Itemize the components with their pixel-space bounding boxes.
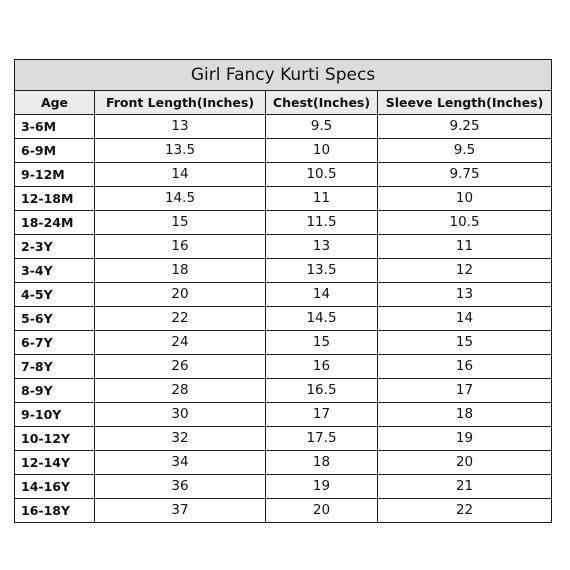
table-row	[15, 283, 552, 307]
front-length-cell: 36	[95, 475, 266, 499]
age-cell: 12-14Y	[15, 451, 95, 475]
age-cell: 8-9Y	[15, 379, 95, 403]
table-row	[15, 187, 552, 211]
front-length-cell: 22	[95, 307, 266, 331]
sleeve-length-cell: 12	[378, 259, 552, 283]
table-row	[15, 403, 552, 427]
chest-cell: 18	[266, 451, 378, 475]
age-cell: 18-24M	[15, 211, 95, 235]
table-row	[15, 499, 552, 523]
age-cell: 10-12Y	[15, 427, 95, 451]
sleeve-length-cell: 13	[378, 283, 552, 307]
table-body	[15, 115, 552, 523]
age-cell: 16-18Y	[15, 499, 95, 523]
table-row	[15, 211, 552, 235]
age-cell: 12-18M	[15, 187, 95, 211]
age-cell: 2-3Y	[15, 235, 95, 259]
chest-cell: 10.5	[266, 163, 378, 187]
age-cell: 6-9M	[15, 139, 95, 163]
table-row	[15, 307, 552, 331]
column-header-sleeve-length: Sleeve Length(Inches)	[378, 91, 552, 115]
chest-cell: 13	[266, 235, 378, 259]
chest-cell: 16	[266, 355, 378, 379]
column-header-chest: Chest(Inches)	[266, 91, 378, 115]
chest-cell: 9.5	[266, 115, 378, 139]
table-title: Girl Fancy Kurti Specs	[15, 60, 552, 91]
table-row	[15, 451, 552, 475]
chest-cell: 13.5	[266, 259, 378, 283]
front-length-cell: 14.5	[95, 187, 266, 211]
chest-cell: 16.5	[266, 379, 378, 403]
title-row	[15, 60, 552, 91]
chest-cell: 19	[266, 475, 378, 499]
table-row	[15, 355, 552, 379]
age-cell: 4-5Y	[15, 283, 95, 307]
age-cell: 3-4Y	[15, 259, 95, 283]
sleeve-length-cell: 11	[378, 235, 552, 259]
front-length-cell: 32	[95, 427, 266, 451]
chest-cell: 10	[266, 139, 378, 163]
front-length-cell: 24	[95, 331, 266, 355]
front-length-cell: 30	[95, 403, 266, 427]
sleeve-length-cell: 19	[378, 427, 552, 451]
age-cell: 14-16Y	[15, 475, 95, 499]
front-length-cell: 20	[95, 283, 266, 307]
sleeve-length-cell: 20	[378, 451, 552, 475]
front-length-cell: 37	[95, 499, 266, 523]
age-cell: 6-7Y	[15, 331, 95, 355]
sleeve-length-cell: 9.75	[378, 163, 552, 187]
table-row	[15, 427, 552, 451]
front-length-cell: 14	[95, 163, 266, 187]
sleeve-length-cell: 10	[378, 187, 552, 211]
chest-cell: 15	[266, 331, 378, 355]
front-length-cell: 26	[95, 355, 266, 379]
sleeve-length-cell: 9.25	[378, 115, 552, 139]
sleeve-length-cell: 10.5	[378, 211, 552, 235]
table-row	[15, 163, 552, 187]
header-row	[15, 91, 552, 115]
table-row	[15, 139, 552, 163]
table-row	[15, 331, 552, 355]
front-length-cell: 34	[95, 451, 266, 475]
sleeve-length-cell: 16	[378, 355, 552, 379]
front-length-cell: 28	[95, 379, 266, 403]
sleeve-length-cell: 14	[378, 307, 552, 331]
sleeve-length-cell: 9.5	[378, 139, 552, 163]
column-header-front-length: Front Length(Inches)	[95, 91, 266, 115]
chest-cell: 14.5	[266, 307, 378, 331]
front-length-cell: 16	[95, 235, 266, 259]
age-cell: 7-8Y	[15, 355, 95, 379]
sleeve-length-cell: 18	[378, 403, 552, 427]
size-spec-table	[14, 59, 552, 523]
front-length-cell: 15	[95, 211, 266, 235]
sleeve-length-cell: 17	[378, 379, 552, 403]
front-length-cell: 13	[95, 115, 266, 139]
sleeve-length-cell: 15	[378, 331, 552, 355]
table-row	[15, 475, 552, 499]
chest-cell: 20	[266, 499, 378, 523]
chest-cell: 11	[266, 187, 378, 211]
table-row	[15, 379, 552, 403]
age-cell: 9-10Y	[15, 403, 95, 427]
chest-cell: 14	[266, 283, 378, 307]
chest-cell: 17	[266, 403, 378, 427]
age-cell: 3-6M	[15, 115, 95, 139]
table-row	[15, 115, 552, 139]
front-length-cell: 13.5	[95, 139, 266, 163]
sleeve-length-cell: 21	[378, 475, 552, 499]
table-row	[15, 259, 552, 283]
sleeve-length-cell: 22	[378, 499, 552, 523]
chest-cell: 11.5	[266, 211, 378, 235]
table-row	[15, 235, 552, 259]
chest-cell: 17.5	[266, 427, 378, 451]
column-header-age: Age	[15, 91, 95, 115]
front-length-cell: 18	[95, 259, 266, 283]
age-cell: 5-6Y	[15, 307, 95, 331]
age-cell: 9-12M	[15, 163, 95, 187]
